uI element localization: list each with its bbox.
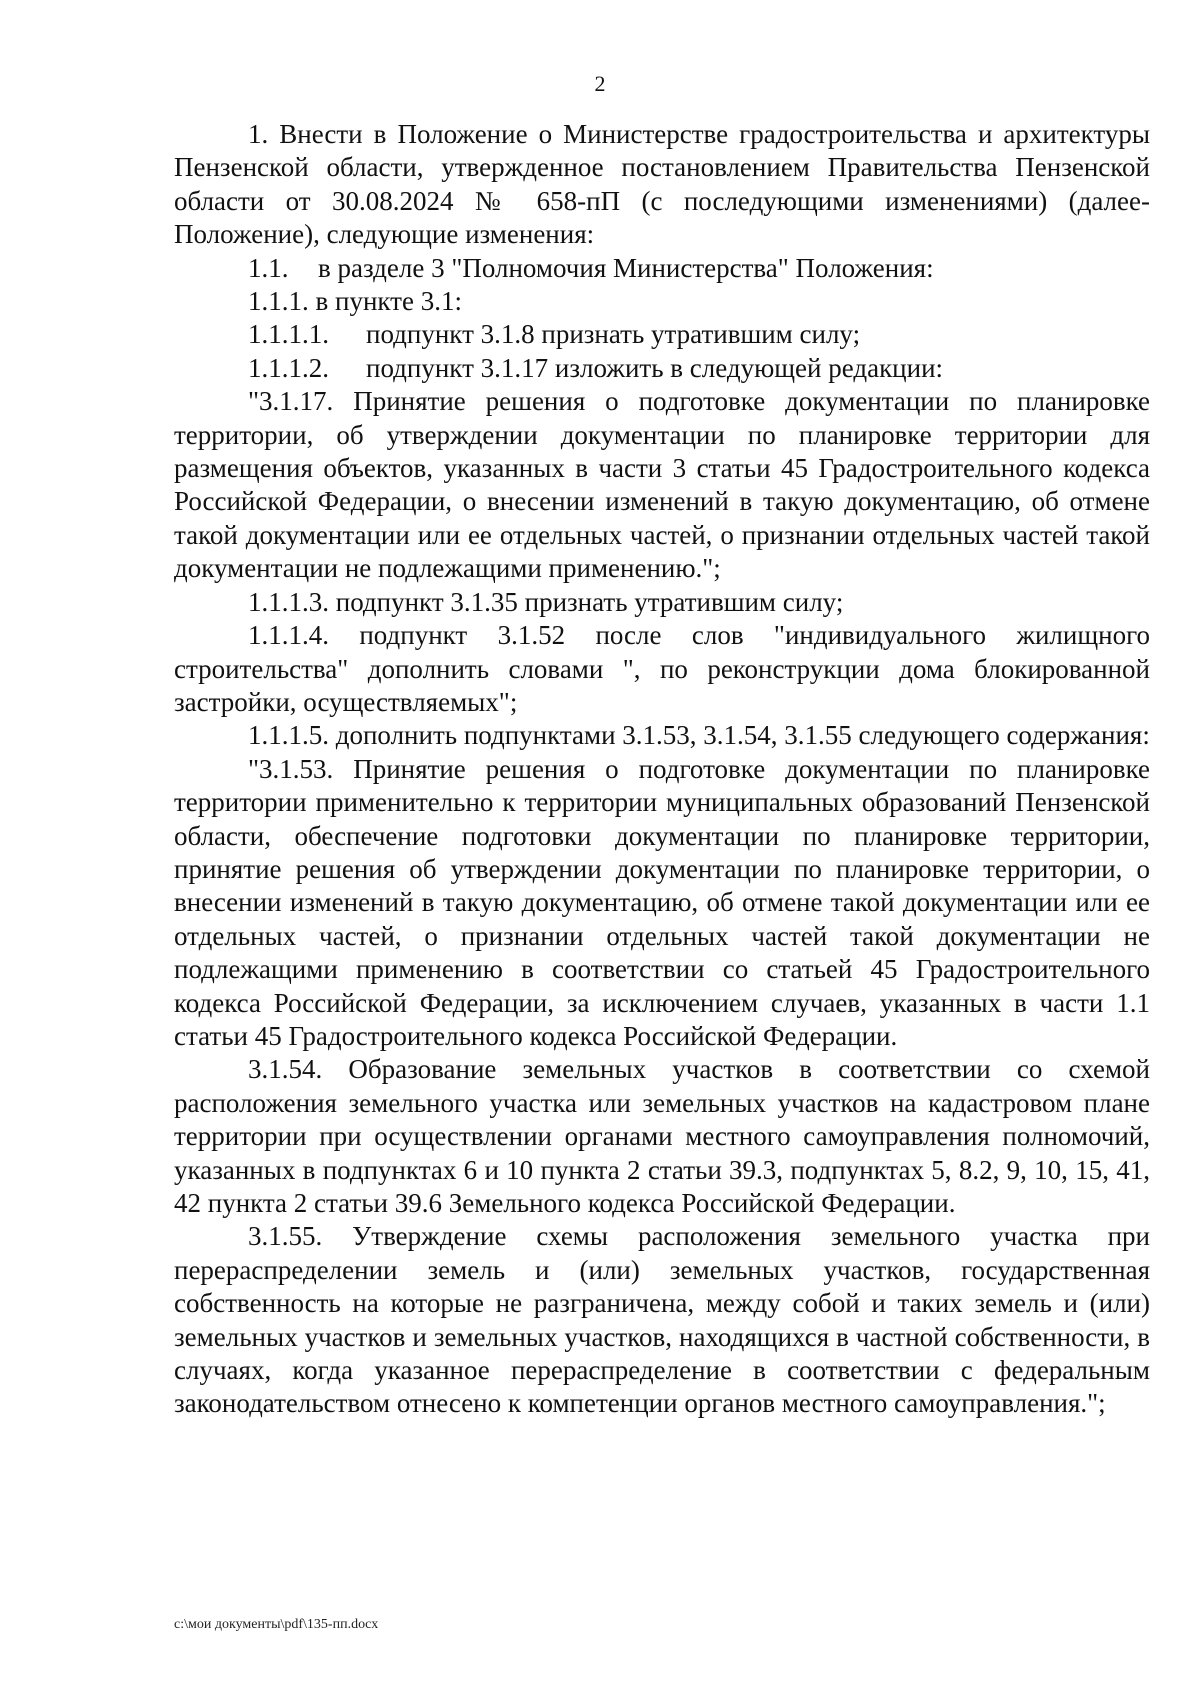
- quote-3-1-55: 3.1.55. Утверждение схемы расположения земельного участка при перераспределении земель и (или) земельных участков, государственная собственность на которые не разграничена, между собой и таких земель и (или) земельных участков и земельных участков, находящихся в частной собственности, в случаях, когда указанное перераспределение в соответствии с федеральным законодательством отнесено к компетенции органов местного самоуправления.";: [174, 1221, 1150, 1419]
- item-number: 1.1.1.2.: [248, 352, 329, 383]
- paragraph-1-1-1-1: [174, 318, 1150, 351]
- item-text: подпункт 3.1.17 изложить в следующей редакции:: [366, 352, 944, 383]
- document-body: [174, 118, 1150, 1421]
- paragraph-1-1-1-3: 1.1.1.3. подпункт 3.1.35 признать утратившим силу;: [248, 586, 844, 617]
- paragraph-1-1-1-2: [174, 352, 1150, 385]
- paragraph-1: 1. Внести в Положение о Министерстве градостроительства и архитектуры Пензенской области, утвержденное постановлением Правительства Пензенской области от 30.08.2024 № 658-пП (с последующими изменениями) (далее- Положение), следующие изменения:: [174, 119, 1150, 250]
- page-number: 2: [594, 71, 606, 96]
- paragraph-1-1-1-5: 1.1.1.5. дополнить подпунктами 3.1.53, 3.1.54, 3.1.55 следующего содержания:: [248, 720, 1150, 751]
- paragraph-1-1: [174, 252, 1150, 285]
- item-number: 1.1.1.1.: [248, 319, 329, 350]
- quote-3-1-53: "3.1.53. Принятие решения о подготовке документации по планировке территории применительно к территории муниципальных образований Пензенской области, обеспечение подготовки документации по планировке территории, принятие решения об утверждении документации по планировке территории, о внесении изменений в такую документацию, об отмене такой документации или ее отдельных частей, о признании отдельных частей такой документации не подлежащими применению в соответствии со статьей 45 Градостроительного кодекса Российской Федерации, за исключением случаев, указанных в части 1.1 статьи 45 Градостроительного кодекса Российской Федерации.: [174, 753, 1150, 1051]
- item-number: 1.1.: [248, 252, 289, 283]
- quote-3-1-17: "3.1.17. Принятие решения о подготовке документации по планировке территории, об утверждении документации по планировке территории для размещения объектов, указанных в части 3 статьи 45 Градостроительного кодекса Российской Федерации, о внесении изменений в такую документацию, об отмене такой документации или ее отдельных частей, о признании отдельных частей такой документации не подлежащими применению.";: [174, 386, 1150, 584]
- item-text: в разделе 3 "Полномочия Министерства" Положения:: [318, 252, 934, 283]
- quote-3-1-54: 3.1.54. Образование земельных участков в соответствии со схемой расположения земельного участка или земельных участков на кадастровом плане территории при осуществлении органами местного самоуправления полномочий, указанных в подпунктах 6 и 10 пункта 2 статьи 39.3, подпунктах 5, 8.2, 9, 10, 15, 41, 42 пункта 2 статьи 39.6 Земельного кодекса Российской Федерации.: [174, 1054, 1150, 1218]
- item-text: подпункт 3.1.8 признать утратившим силу;: [366, 319, 861, 350]
- paragraph-1-1-1: 1.1.1. в пункте 3.1:: [248, 286, 462, 317]
- paragraph-1-1-1-4: 1.1.1.4. подпункт 3.1.52 после слов "индивидуального жилищного строительства" дополнить словами ", по реконструкции дома блокированной застройки, осуществляемых";: [174, 620, 1150, 717]
- footer-file-path: c:\мои документы\pdf\135-пп.docx: [174, 1617, 379, 1632]
